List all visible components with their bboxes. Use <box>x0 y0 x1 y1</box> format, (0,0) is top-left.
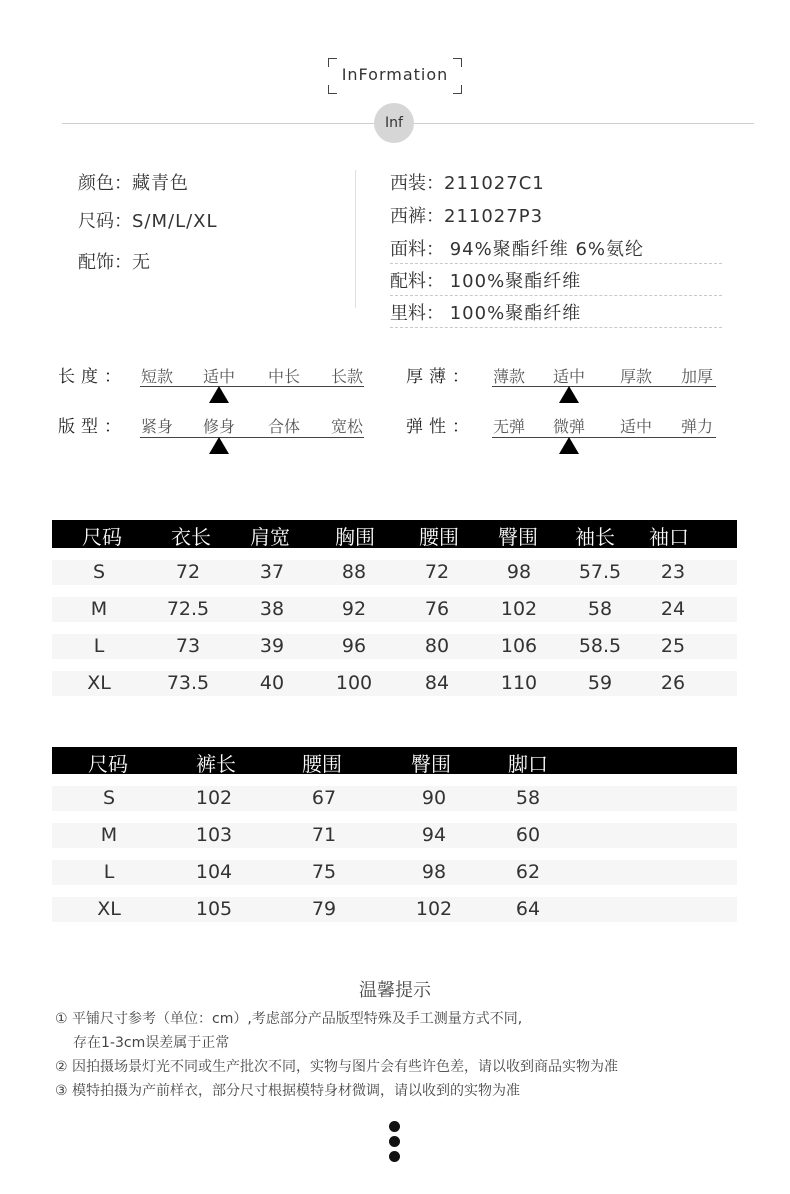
scale-line <box>492 437 716 438</box>
table-cell: L <box>103 861 115 883</box>
info-label: 里料： <box>390 303 444 324</box>
table-cell: 67 <box>311 787 337 809</box>
tip-item: ③ 模特拍摄为产前样衣，部分尺寸根据模特身材微调，请以收到的实物为准 <box>55 1083 520 1099</box>
table-cell: L <box>93 635 105 657</box>
info-label: 配饰： <box>78 252 132 273</box>
table-cell: M <box>90 598 108 620</box>
table-cell: 98 <box>421 861 447 883</box>
table-cell: 79 <box>311 898 337 920</box>
info-accessory <box>78 248 151 274</box>
scale-option: 加厚 <box>681 367 714 386</box>
table-cell: XL <box>97 898 121 920</box>
info-value: 100%聚酯纤维 <box>449 303 582 324</box>
table-cell: 80 <box>424 635 450 657</box>
corner-bracket <box>453 85 462 94</box>
scale-marker-triangle <box>209 386 229 403</box>
dot-decoration <box>389 1151 400 1162</box>
table-cell: 72 <box>175 561 201 583</box>
inf-badge: Inf <box>374 103 414 143</box>
scale-option: 无弹 <box>493 417 526 436</box>
table-cell: 75 <box>311 861 337 883</box>
info-color <box>78 169 189 195</box>
info-value: 100%聚酯纤维 <box>449 271 582 292</box>
table-cell: 38 <box>259 598 285 620</box>
table-header-cell: 袖口 <box>649 525 689 549</box>
scale-label-thickness: 厚薄： <box>406 367 475 387</box>
section-title-frame <box>328 58 462 94</box>
table-cell: S <box>102 787 116 809</box>
info-trim <box>390 267 722 296</box>
table-cell: 102 <box>500 598 538 620</box>
table-cell: 26 <box>660 672 686 694</box>
info-suit-code <box>390 169 545 195</box>
table-header-cell: 肩宽 <box>250 525 290 549</box>
info-fabric <box>390 235 722 264</box>
scale-label-fit: 版型： <box>58 417 127 437</box>
table-header-cell: 腰围 <box>419 525 459 549</box>
table-header-cell: 尺码 <box>88 752 128 776</box>
table-cell: 39 <box>259 635 285 657</box>
info-value: S/M/L/XL <box>132 211 218 232</box>
table-cell: 110 <box>500 672 538 694</box>
scale-line <box>140 437 364 438</box>
section-title: InFormation <box>341 65 449 84</box>
table-cell: 92 <box>341 598 367 620</box>
dot-decoration <box>389 1121 400 1132</box>
table-row <box>52 560 737 585</box>
dot-decoration <box>389 1136 400 1147</box>
info-label: 面料： <box>390 239 444 260</box>
column-divider <box>355 170 356 308</box>
table-cell: 106 <box>500 635 538 657</box>
scale-option: 紧身 <box>141 417 174 436</box>
scale-marker-triangle <box>559 386 579 403</box>
info-value: 211027P3 <box>444 206 544 227</box>
info-lining <box>390 299 722 328</box>
table-cell: 62 <box>515 861 541 883</box>
tip-item: 存在1-3cm误差属于正常 <box>73 1035 230 1051</box>
table-header-cell: 裤长 <box>196 752 236 776</box>
table-cell: 73 <box>175 635 201 657</box>
table-cell: 58.5 <box>578 635 622 657</box>
info-size <box>78 207 218 233</box>
table-row <box>52 671 737 696</box>
scale-option: 修身 <box>203 417 236 436</box>
info-value: 94%聚酯纤维 6%氨纶 <box>449 239 645 260</box>
table-cell: 71 <box>311 824 337 846</box>
table-cell: 90 <box>421 787 447 809</box>
info-value: 藏青色 <box>132 173 189 194</box>
table-cell: 84 <box>424 672 450 694</box>
table-cell: XL <box>87 672 111 694</box>
table-row <box>52 860 737 885</box>
info-pants-code <box>390 202 543 228</box>
table-cell: 57.5 <box>578 561 622 583</box>
table-row <box>52 597 737 622</box>
table-row <box>52 897 737 922</box>
table-header-cell: 臀围 <box>498 525 538 549</box>
table-cell: 72 <box>424 561 450 583</box>
scale-option: 中长 <box>268 367 301 386</box>
table-cell: M <box>100 824 118 846</box>
table-cell: 24 <box>660 598 686 620</box>
table-header-cell: 脚口 <box>508 752 548 776</box>
table-header-cell: 胸围 <box>335 525 375 549</box>
table-cell: 88 <box>341 561 367 583</box>
table-row <box>52 823 737 848</box>
pants-table-header <box>52 747 737 774</box>
scale-option: 薄款 <box>493 367 526 386</box>
table-cell: 102 <box>195 787 233 809</box>
table-header-cell: 尺码 <box>82 525 122 549</box>
corner-bracket <box>328 85 337 94</box>
table-cell: 60 <box>515 824 541 846</box>
scale-option: 适中 <box>203 367 236 386</box>
table-cell: 72.5 <box>166 598 210 620</box>
scale-option: 长款 <box>331 367 364 386</box>
scale-marker-triangle <box>209 437 229 454</box>
scale-option: 短款 <box>141 367 174 386</box>
scale-option: 微弹 <box>553 417 586 436</box>
info-value: 211027C1 <box>444 173 545 194</box>
table-cell: S <box>92 561 106 583</box>
table-cell: 73.5 <box>166 672 210 694</box>
info-label: 西裤： <box>390 206 444 227</box>
scale-marker-triangle <box>559 437 579 454</box>
table-cell: 105 <box>195 898 233 920</box>
scale-line <box>140 386 364 387</box>
table-header-cell: 衣长 <box>171 525 211 549</box>
info-label: 颜色： <box>78 173 132 194</box>
table-header-cell: 腰围 <box>302 752 342 776</box>
scale-option: 厚款 <box>620 367 653 386</box>
table-cell: 25 <box>660 635 686 657</box>
table-cell: 58 <box>587 598 613 620</box>
table-cell: 40 <box>259 672 285 694</box>
info-value: 无 <box>132 252 151 273</box>
tips-title: 温馨提示 <box>359 980 431 1001</box>
scale-option: 适中 <box>620 417 653 436</box>
scale-label-elasticity: 弹性： <box>406 417 475 437</box>
table-cell: 59 <box>587 672 613 694</box>
table-cell: 104 <box>195 861 233 883</box>
table-cell: 98 <box>506 561 532 583</box>
tip-item: ② 因拍摄场景灯光不同或生产批次不同，实物与图片会有些许色差，请以收到商品实物为准 <box>55 1059 618 1075</box>
info-label: 西装： <box>390 173 444 194</box>
table-cell: 23 <box>660 561 686 583</box>
table-header-cell: 臀围 <box>411 752 451 776</box>
table-row <box>52 634 737 659</box>
scale-line <box>492 386 716 387</box>
table-cell: 103 <box>195 824 233 846</box>
scale-option: 宽松 <box>331 417 364 436</box>
table-header-cell: 袖长 <box>575 525 615 549</box>
table-cell: 100 <box>335 672 373 694</box>
info-label: 配料： <box>390 271 444 292</box>
scale-option: 适中 <box>553 367 586 386</box>
info-label: 尺码： <box>78 211 132 232</box>
table-row <box>52 786 737 811</box>
table-cell: 64 <box>515 898 541 920</box>
table-cell: 37 <box>259 561 285 583</box>
jacket-table-header <box>52 520 737 548</box>
table-cell: 94 <box>421 824 447 846</box>
scale-option: 弹力 <box>681 417 714 436</box>
table-cell: 102 <box>415 898 453 920</box>
table-cell: 76 <box>424 598 450 620</box>
table-cell: 58 <box>515 787 541 809</box>
scale-option: 合体 <box>268 417 301 436</box>
scale-label-length: 长度： <box>58 367 127 387</box>
tip-item: ① 平铺尺寸参考（单位：cm）,考虑部分产品版型特殊及手工测量方式不同, <box>55 1011 523 1027</box>
table-cell: 96 <box>341 635 367 657</box>
